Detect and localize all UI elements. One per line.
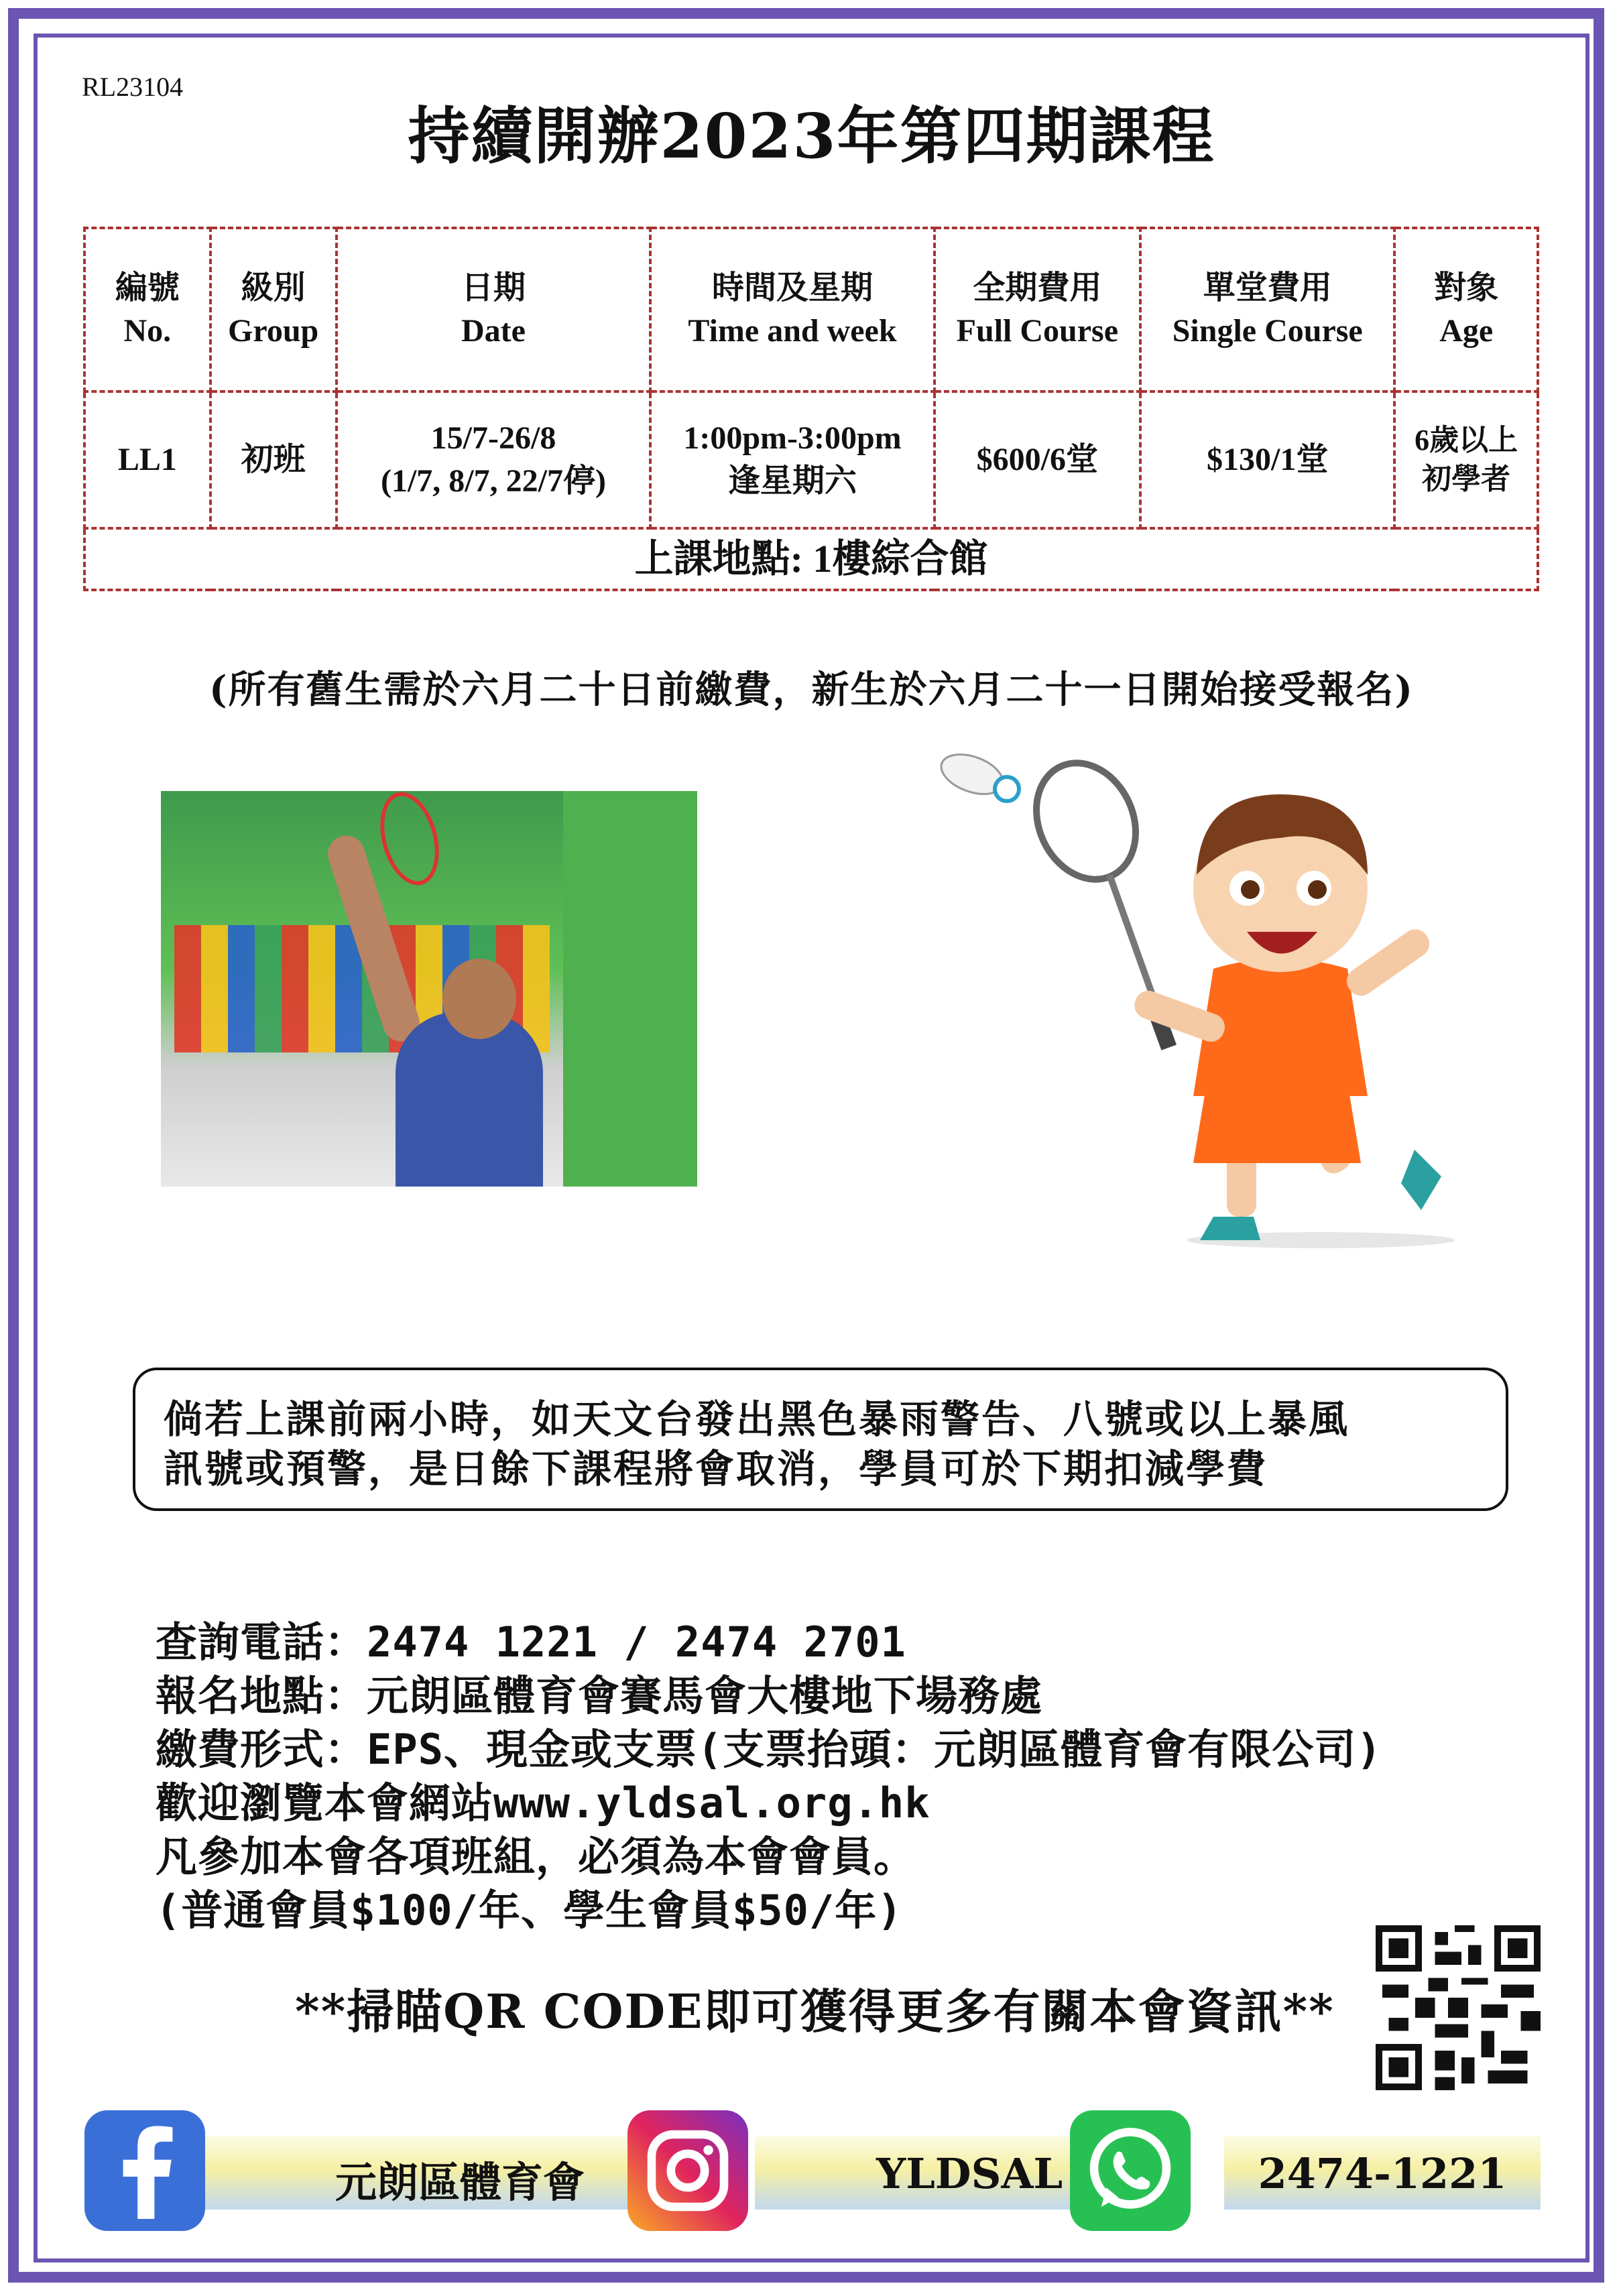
cell-full-fee: $600/6堂	[935, 391, 1141, 528]
header-single-fee: 單堂費用 Single Course	[1140, 228, 1394, 391]
social-footer	[84, 2110, 1541, 2231]
info-enrol-location: 報名地點：元朗區體育會賽馬會大樓地下場務處	[156, 1671, 1043, 1720]
instagram-handle: YLDSAL	[876, 2149, 1063, 2198]
cell-single-fee: $130/1堂	[1140, 391, 1394, 528]
venue-text: 上課地點: 1樓綜合館	[84, 528, 1538, 590]
header-date: 日期 Date	[337, 228, 651, 391]
cell-age: 6歲以上 初學者	[1394, 391, 1538, 528]
whatsapp-number: 2474-1221	[1258, 2149, 1507, 2198]
header-group: 級別 Group	[211, 228, 337, 391]
info-payment: 繳費形式：EPS、現金或支票(支票抬頭：元朗區體育會有限公司)	[156, 1725, 1382, 1774]
header-no: 編號 No.	[84, 228, 211, 391]
badminton-kid-illustration	[932, 747, 1468, 1257]
qr-prompt: **掃瞄QR CODE即可獲得更多有關本會資訊**	[295, 1984, 1335, 2039]
header-full-fee: 全期費用 Full Course	[935, 228, 1141, 391]
table-row	[84, 391, 1538, 528]
cell-time: 1:00pm-3:00pm 逢星期六	[650, 391, 934, 528]
warning-line-2: 訊號或預警，是日餘下課程將會取消，學員可於下期扣減學費	[164, 1446, 1268, 1492]
table-header-row	[84, 228, 1538, 391]
info-website[interactable]: 歡迎瀏覽本會網站www.yldsal.org.hk	[156, 1778, 930, 1827]
cell-date: 15/7-26/8 (1/7, 8/7, 22/7停)	[337, 391, 651, 528]
info-membership-fees: (普通會員$100/年、學生會員$50/年)	[156, 1886, 903, 1935]
facebook-icon[interactable]	[84, 2110, 205, 2231]
shuttlecock-icon	[936, 747, 1019, 802]
warning-line-1: 倘若上課前兩小時，如天文台發出黑色暴雨警告、八號或以上暴風	[164, 1396, 1350, 1442]
coach-photo	[161, 791, 697, 1187]
cell-no: LL1	[84, 391, 211, 528]
instagram-icon[interactable]	[627, 2110, 748, 2231]
registration-note: (所有舊生需於六月二十日前繳費，新生於六月二十一日開始接受報名)	[209, 668, 1414, 712]
info-membership: 凡參加本會各項班組，必須為本會會員。	[156, 1832, 916, 1881]
header-time: 時間及星期 Time and week	[650, 228, 934, 391]
facebook-name: 元朗區體育會	[335, 2158, 585, 2207]
cell-group: 初班	[211, 391, 337, 528]
table-venue-row	[84, 528, 1538, 590]
header-age: 對象 Age	[1394, 228, 1538, 391]
course-table	[83, 227, 1539, 591]
reference-code: RL23104	[82, 72, 184, 102]
page-title: 持續開辦2023年第四期課程	[408, 100, 1215, 172]
contact-info	[156, 1616, 1382, 1937]
whatsapp-icon[interactable]	[1070, 2110, 1191, 2231]
info-phone: 查詢電話：2474 1221 / 2474 2701	[156, 1618, 906, 1667]
weather-warning-box	[133, 1368, 1508, 1511]
qr-code[interactable]	[1376, 1925, 1541, 2090]
